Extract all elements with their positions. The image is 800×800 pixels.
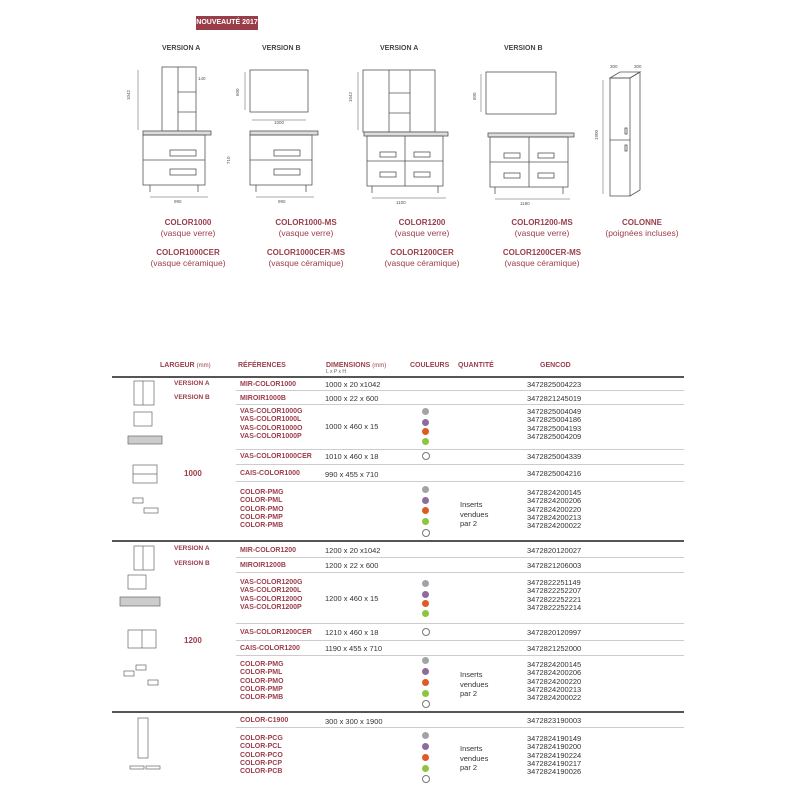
dim-cell: 1200 x 20 x1042: [325, 546, 381, 555]
header-dimensions-sub: L x P x H: [326, 369, 347, 375]
row-divider: [236, 640, 684, 641]
product-subtitle: (vasque verre): [160, 228, 216, 238]
version-b-label: VERSION B: [504, 45, 543, 52]
dim-height-label: 1900: [594, 129, 599, 140]
gencod-cell: 3472823190003: [527, 716, 582, 725]
product-code-alt: COLOR1000CER-MS: [266, 248, 346, 257]
product-color1000-ms-drawing: [245, 70, 318, 197]
color-swatch-green: [422, 690, 429, 697]
color-swatch-green: [422, 438, 429, 445]
product-code-alt: COLOR1000CER: [156, 248, 220, 257]
dim-cell: 1210 x 460 x 18: [325, 628, 379, 637]
gencod-cell: 3472821252000: [527, 644, 582, 653]
row-divider: [236, 572, 684, 573]
quantity-cell: Inserts vendues par 2: [460, 744, 489, 772]
row-divider: [236, 655, 684, 656]
ref-cell: COLOR-PMG COLOR-PML COLOR-PMO COLOR-PMP COLOR-PMB: [240, 661, 284, 702]
header-quantite: QUANTITÉ: [458, 362, 494, 369]
color-swatch-white: [422, 628, 430, 636]
dim-cell: 990 x 455 x 710: [325, 470, 379, 479]
dim-cell: 1000 x 460 x 15: [325, 422, 379, 431]
ref-cell: CAIS-COLOR1000: [240, 470, 300, 477]
dim-width-label: 1100: [396, 200, 406, 205]
color-swatch-green: [422, 518, 429, 525]
dim-width-label: 1190: [520, 201, 530, 206]
dim-height-label: 600: [472, 92, 477, 100]
header-references: RÉFÉRENCES: [238, 362, 286, 369]
gencod-cell: 3472825004049 3472825004186 3472825004193 3472825004209: [527, 407, 582, 441]
color-swatch-white: [422, 529, 430, 537]
product-colonne-drawing: [603, 72, 640, 196]
ref-cell: COLOR-C1900: [240, 717, 289, 724]
width-1200: 1200: [184, 636, 202, 645]
product-code: COLONNE: [622, 218, 662, 227]
ref-cell: VAS-COLOR1200CER: [240, 629, 312, 636]
gencod-cell: 3472820120997: [527, 628, 582, 637]
color-swatch-lilac: [422, 497, 429, 504]
dim-height-label: 1042: [348, 91, 353, 102]
product-subtitle-alt: (vasque céramique): [504, 258, 580, 268]
color-swatch-orange: [422, 600, 429, 607]
product-subtitle: (vasque verre): [514, 228, 570, 238]
gencod-cell: 3472825004223: [527, 380, 582, 389]
product-color1000-drawing: [138, 67, 211, 197]
row-divider: [236, 481, 684, 482]
row-divider: [236, 557, 684, 558]
color-swatch-orange: [422, 679, 429, 686]
row-divider: [236, 623, 684, 624]
color-swatch-orange: [422, 428, 429, 435]
width-1000: 1000: [184, 469, 202, 478]
ref-cell: MIR-COLOR1200: [240, 547, 297, 554]
dim-cell: 1000 x 20 x1042: [325, 380, 381, 389]
color-swatch-grey: [422, 408, 429, 415]
dim-depth-label: 300: [610, 64, 618, 69]
product-code-alt: COLOR1200CER: [390, 248, 454, 257]
dim-cell: 1010 x 460 x 18: [325, 452, 379, 461]
row-divider: [236, 449, 684, 450]
product-subtitle: (vasque verre): [394, 228, 450, 238]
quantity-cell: Inserts vendues par 2: [460, 670, 489, 698]
color-swatch-white: [422, 775, 430, 783]
product-subtitle-alt: (vasque céramique): [384, 258, 460, 268]
product-caption: [258, 218, 354, 268]
ref-cell: VAS-COLOR1200G VAS-COLOR1200L VAS-COLOR1200O VAS-COLOR1200P: [240, 579, 303, 611]
product-caption: [494, 218, 590, 268]
color-swatch-lilac: [422, 743, 429, 750]
product-subtitle: (vasque verre): [278, 228, 334, 238]
product-color1200-ms-drawing: [481, 72, 574, 199]
version-b-label: VERSION B: [262, 45, 301, 52]
ref-cell: VAS-COLOR1000G VAS-COLOR1000L VAS-COLOR1000O VAS-COLOR1000P: [240, 408, 303, 440]
new-2017-badge: NOUVEAUTÉ 2017: [196, 16, 258, 30]
version-a-label: VERSION A: [174, 380, 210, 387]
header-gencod: GENCOD: [540, 362, 571, 369]
color-swatch-white: [422, 452, 430, 460]
gencod-cell: 3472824190149 3472824190200 3472824190224 3472824190217 3472824190026: [527, 734, 582, 777]
dim-depth-label: 140: [198, 76, 206, 81]
color-swatch-green: [422, 610, 429, 617]
dim-height-label: 710: [226, 156, 231, 164]
dim-cell: 1190 x 455 x 710: [325, 644, 382, 653]
product-code: COLOR1200: [398, 218, 446, 227]
dim-cell: 1000 x 22 x 600: [325, 394, 379, 403]
product-code: COLOR1000-MS: [275, 218, 337, 227]
color-swatch-grey: [422, 580, 429, 587]
version-a-label: VERSION A: [174, 545, 210, 552]
ref-cell: MIROIR1000B: [240, 395, 286, 402]
section-rule: [112, 540, 684, 542]
product-subtitle: (poignées incluses): [605, 228, 679, 238]
header-dimensions: DIMENSIONS (mm): [326, 362, 387, 369]
gencod-cell: 3472825004216: [527, 469, 582, 478]
gencod-cell: 3472821245019: [527, 394, 582, 403]
dim-cell: 300 x 300 x 1900: [325, 717, 383, 726]
product-caption: [374, 218, 470, 268]
dim-cell: 1200 x 460 x 15: [325, 594, 379, 603]
color-swatch-grey: [422, 657, 429, 664]
gencod-cell: 3472822251149 3472822252207 3472822252221 3472822252214: [527, 578, 582, 612]
header-largeur: LARGEUR (mm): [160, 362, 211, 369]
quantity-cell: Inserts vendues par 2: [460, 500, 489, 528]
dim-cell: 1200 x 22 x 600: [325, 561, 379, 570]
row-divider: [236, 464, 684, 465]
product-color1200-drawing: [358, 70, 448, 198]
ref-cell: COLOR-PCG COLOR-PCL COLOR-PCO COLOR-PCP COLOR-PCB: [240, 735, 283, 776]
row-divider: [236, 390, 684, 391]
table-top-rule: [112, 376, 684, 378]
dim-height-label: 1042: [126, 89, 131, 100]
row-divider: [236, 404, 684, 405]
product-caption: [594, 218, 690, 238]
color-swatch-lilac: [422, 668, 429, 675]
ref-cell: COLOR-PMG COLOR-PML COLOR-PMO COLOR-PMP COLOR-PMB: [240, 489, 284, 530]
header-couleurs: COULEURS: [410, 362, 450, 369]
version-a-label: VERSION A: [162, 45, 201, 52]
dim-width-label: 990: [174, 199, 182, 204]
gencod-cell: 3472824200145 3472824200206 3472824200220 3472824200213 3472824200022: [527, 660, 582, 703]
ref-cell: MIR-COLOR1000: [240, 381, 297, 388]
color-swatch-white: [422, 700, 430, 708]
version-b-label: VERSION B: [174, 560, 210, 567]
version-b-label: VERSION B: [174, 394, 210, 401]
color-swatch-lilac: [422, 591, 429, 598]
ref-cell: VAS-COLOR1000CER: [240, 453, 312, 460]
gencod-cell: 3472820120027: [527, 546, 582, 555]
product-subtitle-alt: (vasque céramique): [268, 258, 344, 268]
color-swatch-lilac: [422, 419, 429, 426]
ref-cell: CAIS-COLOR1200: [240, 645, 300, 652]
gencod-cell: 3472824200145 3472824200206 3472824200220 3472824200213 3472824200022: [527, 488, 582, 531]
dim-width-label: 1000: [274, 120, 285, 125]
product-code: COLOR1000: [164, 218, 212, 227]
color-swatch-orange: [422, 754, 429, 761]
color-swatch-orange: [422, 507, 429, 514]
product-subtitle-alt: (vasque céramique): [150, 258, 226, 268]
product-code-alt: COLOR1200CER-MS: [502, 248, 582, 257]
row-divider: [236, 727, 684, 728]
dim-width-label: 990: [278, 199, 286, 204]
version-a-label: VERSION A: [380, 45, 419, 52]
dim-height-label: 600: [235, 88, 240, 96]
color-swatch-grey: [422, 486, 429, 493]
gencod-cell: 3472825004339: [527, 452, 582, 461]
color-swatch-grey: [422, 732, 429, 739]
section-rule: [112, 711, 684, 713]
product-code: COLOR1200-MS: [511, 218, 573, 227]
product-caption: [140, 218, 236, 268]
ref-cell: MIROIR1200B: [240, 562, 286, 569]
gencod-cell: 3472821206003: [527, 561, 582, 570]
color-swatch-green: [422, 765, 429, 772]
dim-depth-label: 300: [634, 64, 642, 69]
